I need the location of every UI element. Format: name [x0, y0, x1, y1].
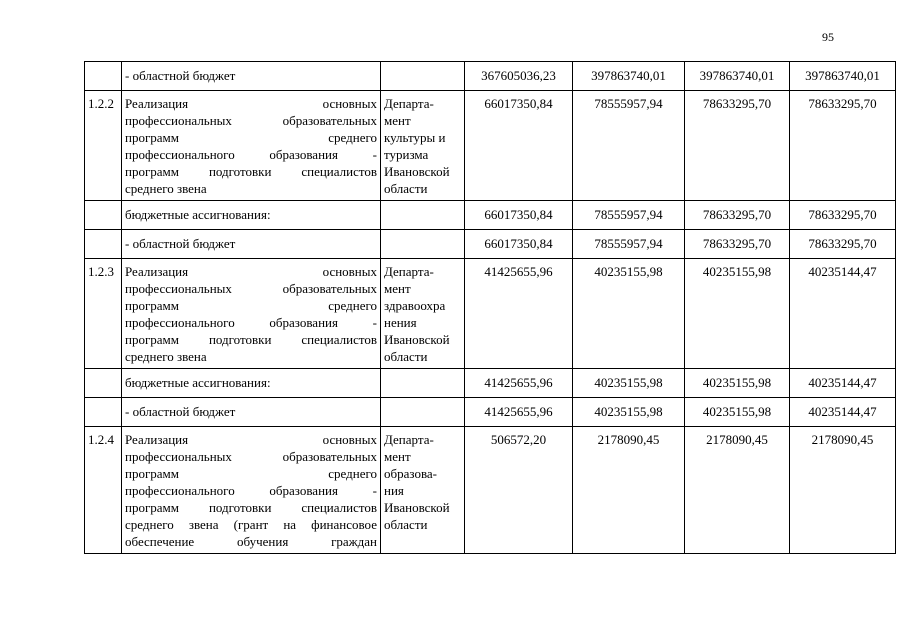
organization-line: Департа-	[384, 432, 434, 447]
row-organization	[381, 398, 465, 427]
amount-cell: 78633295,70	[790, 201, 896, 230]
amount-cell: 78633295,70	[790, 230, 896, 259]
description-line: профессиональных образовательных	[125, 113, 377, 128]
amount-cell: 40235144,47	[790, 398, 896, 427]
row-number	[85, 201, 122, 230]
row-organization	[381, 62, 465, 91]
description-line: программ среднего	[125, 130, 377, 145]
description-line: программ подготовки специалистов	[125, 164, 377, 179]
table-row	[85, 62, 896, 91]
description-line: программ подготовки специалистов	[125, 500, 377, 515]
item-organization	[381, 259, 465, 369]
item-number: 1.2.2	[85, 91, 122, 201]
organization-line: области	[384, 517, 428, 532]
organization-line: мент	[384, 281, 411, 296]
amount-cell: 41425655,96	[465, 369, 573, 398]
description-line: программ среднего	[125, 466, 377, 481]
table-row	[85, 230, 896, 259]
amount-cell: 40235155,98	[685, 369, 790, 398]
row-number	[85, 369, 122, 398]
item-description	[122, 427, 381, 554]
description-line: среднего звена (грант на финансовое	[125, 517, 377, 532]
row-label: - областной бюджет	[122, 62, 381, 91]
table-row	[85, 369, 896, 398]
amount-cell: 40235155,98	[685, 398, 790, 427]
amount-cell: 78633295,70	[685, 230, 790, 259]
row-label: - областной бюджет	[122, 398, 381, 427]
amount-cell: 506572,20	[465, 427, 573, 554]
amount-cell: 40235144,47	[790, 259, 896, 369]
organization-line: мент	[384, 449, 411, 464]
description-line: программ среднего	[125, 298, 377, 313]
table-row	[85, 398, 896, 427]
organization-line: области	[384, 181, 428, 196]
amount-cell: 2178090,45	[573, 427, 685, 554]
row-organization	[381, 230, 465, 259]
row-label: бюджетные ассигнования:	[122, 201, 381, 230]
organization-line: туризма	[384, 147, 429, 162]
row-organization	[381, 201, 465, 230]
organization-line: Ивановской	[384, 332, 450, 347]
item-organization	[381, 91, 465, 201]
amount-cell: 40235155,98	[573, 369, 685, 398]
item-organization	[381, 427, 465, 554]
amount-cell: 2178090,45	[790, 427, 896, 554]
organization-line: нения	[384, 315, 417, 330]
row-organization	[381, 369, 465, 398]
amount-cell: 397863740,01	[573, 62, 685, 91]
amount-cell: 66017350,84	[465, 230, 573, 259]
description-line: профессиональных образовательных	[125, 449, 377, 464]
amount-cell: 78633295,70	[685, 91, 790, 201]
budget-table	[84, 61, 896, 554]
description-line: Реализация основных	[125, 432, 377, 447]
table-row	[85, 259, 896, 369]
table-row	[85, 91, 896, 201]
organization-line: культуры и	[384, 130, 446, 145]
amount-cell: 397863740,01	[685, 62, 790, 91]
organization-line: образова-	[384, 466, 438, 481]
amount-cell: 40235155,98	[685, 259, 790, 369]
item-description	[122, 259, 381, 369]
table-row	[85, 427, 896, 554]
amount-cell: 367605036,23	[465, 62, 573, 91]
description-line: среднего звена	[125, 349, 207, 364]
item-number: 1.2.3	[85, 259, 122, 369]
description-line: обеспечение обучения граждан	[125, 534, 377, 549]
table-row	[85, 201, 896, 230]
organization-line: здравоохра	[384, 298, 446, 313]
amount-cell: 2178090,45	[685, 427, 790, 554]
amount-cell: 78633295,70	[790, 91, 896, 201]
amount-cell: 78555957,94	[573, 230, 685, 259]
amount-cell: 40235144,47	[790, 369, 896, 398]
row-number	[85, 398, 122, 427]
amount-cell: 78555957,94	[573, 91, 685, 201]
row-label: бюджетные ассигнования:	[122, 369, 381, 398]
description-line: профессионального образования -	[125, 315, 377, 330]
row-number	[85, 230, 122, 259]
item-number: 1.2.4	[85, 427, 122, 554]
page-number: 95	[822, 30, 834, 44]
amount-cell: 41425655,96	[465, 259, 573, 369]
organization-line: Ивановской	[384, 164, 450, 179]
description-line: Реализация основных	[125, 264, 377, 279]
description-line: Реализация основных	[125, 96, 377, 111]
organization-line: Ивановской	[384, 500, 450, 515]
organization-line: Департа-	[384, 264, 434, 279]
row-label: - областной бюджет	[122, 230, 381, 259]
amount-cell: 41425655,96	[465, 398, 573, 427]
organization-line: области	[384, 349, 428, 364]
row-number	[85, 62, 122, 91]
description-line: профессионального образования -	[125, 483, 377, 498]
amount-cell: 397863740,01	[790, 62, 896, 91]
amount-cell: 40235155,98	[573, 259, 685, 369]
description-line: профессиональных образовательных	[125, 281, 377, 296]
amount-cell: 66017350,84	[465, 91, 573, 201]
description-line: профессионального образования -	[125, 147, 377, 162]
organization-line: мент	[384, 113, 411, 128]
description-line: среднего звена	[125, 181, 207, 196]
organization-line: ния	[384, 483, 404, 498]
amount-cell: 78555957,94	[573, 201, 685, 230]
organization-line: Департа-	[384, 96, 434, 111]
amount-cell: 66017350,84	[465, 201, 573, 230]
amount-cell: 78633295,70	[685, 201, 790, 230]
description-line: программ подготовки специалистов	[125, 332, 377, 347]
item-description	[122, 91, 381, 201]
amount-cell: 40235155,98	[573, 398, 685, 427]
